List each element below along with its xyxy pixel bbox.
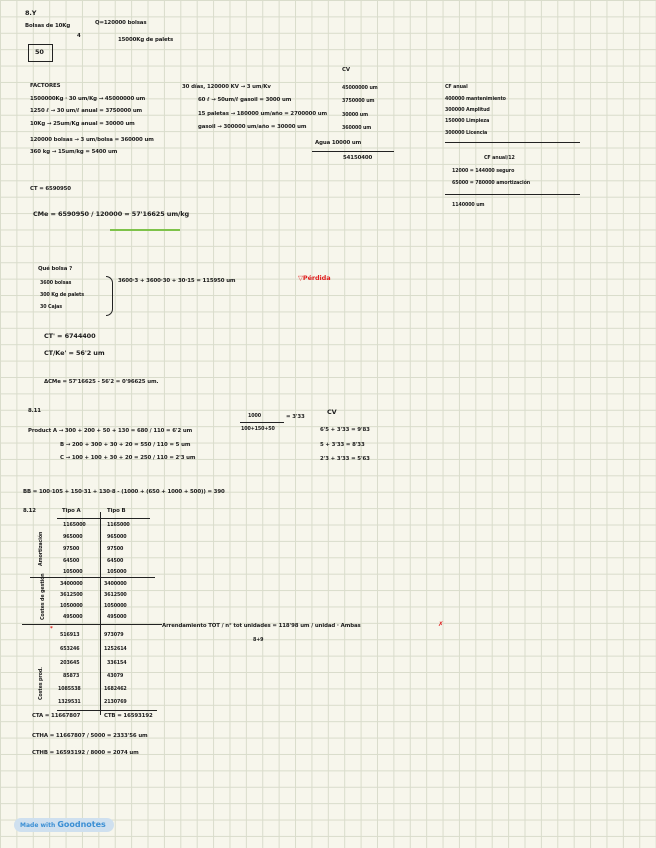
table-cell: 965000 — [63, 535, 83, 540]
question-item: 300 Kg de palets — [40, 293, 84, 298]
table-cell: 965000 — [107, 535, 127, 540]
table-cell: 1050000 — [104, 604, 127, 609]
table-cell: 336154 — [107, 661, 127, 666]
cv-line: 5 + 3'33 = 8'33 — [320, 442, 365, 448]
intro-text: Bolsas de 10Kg — [25, 23, 71, 29]
table-cell: 43079 — [107, 674, 124, 679]
calc-line: 60 ℓ → 50um/ℓ gasoil = 3000 um — [198, 97, 292, 103]
calc-line: gasoil → 300000 um/año = 30000 um — [198, 124, 307, 130]
column-header: Tipo B — [107, 508, 126, 514]
product-line: C → 100 + 100 + 30 + 20 = 250 / 110 = 2'3 um — [60, 455, 196, 461]
cth-a: CTHA = 11667807 / 5000 = 2333'56 um — [32, 733, 148, 739]
cv-heading: CV — [327, 408, 337, 416]
sum-line — [312, 151, 394, 152]
table-cell: 3612500 — [60, 593, 83, 598]
note: Arrendamiento TOT / n° tot unidades = 118'98 um / unidad · Ambas — [162, 623, 361, 629]
underline-highlight — [110, 229, 180, 231]
table-cell: 1252614 — [104, 647, 127, 652]
table-cell: 1050000 — [60, 604, 83, 609]
total-a: CTA = 11667807 — [32, 713, 81, 719]
red-x-mark: ✗ — [438, 620, 444, 628]
product-line: B → 200 + 300 + 30 + 20 = 550 / 110 = 5 um — [60, 442, 191, 448]
table-cell: 495000 — [63, 615, 83, 620]
boxed-text: 50 — [35, 48, 44, 56]
intro-text: 15000Kg de palets — [118, 37, 174, 43]
made-with-label: Made with — [20, 822, 56, 829]
intro-text: 4 — [77, 33, 81, 39]
difference: ΔCMe = 57'16625 - 56'2 = 0'96625 um. — [44, 379, 159, 385]
question-item: 30 Cajas — [40, 305, 63, 310]
fraction-result: = 3'33 — [286, 414, 305, 420]
table-cell: 105000 — [63, 570, 83, 575]
cv-value: 360000 um — [342, 126, 372, 131]
cv-value: Agua 10000 um — [315, 140, 362, 146]
table-rule — [100, 512, 101, 715]
cme-result: CT/Ke' = 56'2 um — [44, 349, 105, 357]
fraction-bar — [240, 422, 284, 423]
cv-line: 2'3 + 3'33 = 5'63 — [320, 456, 370, 462]
star-mark: * — [50, 626, 53, 632]
brand-label: Goodnotes — [57, 820, 106, 829]
cv-line: 6'5 + 3'33 = 9'83 — [320, 427, 370, 433]
table-cell: 653246 — [60, 647, 80, 652]
cf-item: 300000 Amplitud — [445, 108, 490, 113]
table-cell: 85873 — [63, 674, 80, 679]
table-cell: 3400000 — [104, 582, 127, 587]
cv-heading: CV — [342, 67, 350, 73]
question-item: 3600 bolsas — [40, 281, 72, 286]
table-cell: 1682462 — [104, 687, 127, 692]
ct-result: CT = 6590950 — [30, 186, 71, 192]
loss-label: ▽Pérdida — [298, 274, 331, 282]
table-cell: 64500 — [107, 559, 124, 564]
calc-line: 15 paletas → 180000 um/año = 2700000 um — [198, 111, 328, 117]
factor-line: 1250 ℓ → 30 um/ℓ anual = 3750000 um — [30, 108, 143, 114]
table-rule — [22, 624, 162, 625]
cv-value: 30000 um — [342, 113, 368, 118]
cme-result: CMe = 6590950 / 120000 = 57'16625 um/kg — [33, 210, 190, 218]
table-rule — [57, 518, 150, 519]
group-label: Amortización — [39, 531, 44, 566]
exercise-title: 8.11 — [28, 408, 41, 414]
table-rule — [57, 710, 157, 711]
table-cell: 97500 — [107, 547, 124, 552]
fraction-denominator: 100+150+50 — [241, 427, 275, 432]
brace — [106, 276, 113, 316]
table-cell: 973079 — [104, 633, 124, 638]
table-cell: 1329531 — [58, 700, 81, 705]
cv-value: 3750000 um — [342, 99, 375, 104]
factor-line: 120000 bolsas → 3 um/bolsa = 360000 um — [30, 137, 154, 143]
table-cell: 516913 — [60, 633, 80, 638]
cf-item: 65000 = 780000 amortización — [452, 181, 531, 186]
cf-item: 300000 Licencia — [445, 131, 488, 136]
cth-b: CTHB = 16593192 / 8000 = 2074 um — [32, 750, 139, 756]
cf-heading: CF anual — [445, 85, 468, 90]
formula: 3600·3 + 3600·30 + 30·15 = 115950 um — [118, 278, 236, 284]
question: Qué bolsa ? — [38, 266, 73, 272]
factor-line: 1500000Kg · 30 um/Kg → 45000000 um — [30, 96, 146, 102]
product-line: Product A → 300 + 200 + 50 + 130 = 680 / 110 = 6'2 um — [28, 428, 193, 434]
table-cell: 3612500 — [104, 593, 127, 598]
table-cell: 1165000 — [107, 523, 130, 528]
intro-text: Q=120000 bolsas — [95, 20, 147, 26]
table-cell: 495000 — [107, 615, 127, 620]
boxed-value — [28, 44, 53, 62]
sum-line — [445, 194, 580, 195]
cf-item: 12000 = 144000 seguro — [452, 169, 515, 174]
section-heading: FACTORES — [30, 83, 61, 89]
table-cell: 1165000 — [63, 523, 86, 528]
table-cell: 64500 — [63, 559, 80, 564]
cf-item: 400000 mantenimiento — [445, 97, 506, 102]
group-label: Costes prod. — [39, 667, 44, 700]
table-cell: 1085538 — [58, 687, 81, 692]
total-b: CTB = 16593192 — [104, 713, 153, 719]
table-cell: 3400000 — [60, 582, 83, 587]
group-label: Costes de gestión — [41, 573, 46, 620]
profit-line: BB = 100·105 + 150·31 + 130·8 - (1000 + (650 + 1000 + 500)) = 390 — [23, 489, 225, 495]
cv-total: 54150400 — [343, 155, 373, 161]
table-rule — [30, 577, 155, 578]
factor-line: 360 kg → 15um/kg = 5400 um — [30, 149, 118, 155]
note: 8+9 — [253, 638, 264, 643]
fraction-numerator: 1000 — [248, 414, 261, 419]
table-cell: 97500 — [63, 547, 80, 552]
table-cell: 105000 — [107, 570, 127, 575]
calc-line: 30 días, 120000 KV → 3 um/Kv — [182, 84, 271, 90]
column-header: Tipo A — [62, 508, 81, 514]
sum-line — [445, 142, 580, 143]
cf-item: 150000 Limpieza — [445, 119, 490, 124]
table-cell: 2130769 — [104, 700, 127, 705]
factor-line: 10Kg → 25um/Kg anual = 30000 um — [30, 121, 135, 127]
cf-total: 1140000 um — [452, 203, 485, 208]
table-cell: 203645 — [60, 661, 80, 666]
exercise-title: 8.12 — [23, 508, 36, 514]
exercise-title: 8.Y — [25, 9, 37, 17]
goodnotes-badge[interactable] — [14, 818, 114, 832]
ct-result: CT' = 6744400 — [44, 332, 96, 340]
cv-value: 45000000 um — [342, 86, 378, 91]
cf-heading: CF anual/12 — [484, 156, 515, 161]
